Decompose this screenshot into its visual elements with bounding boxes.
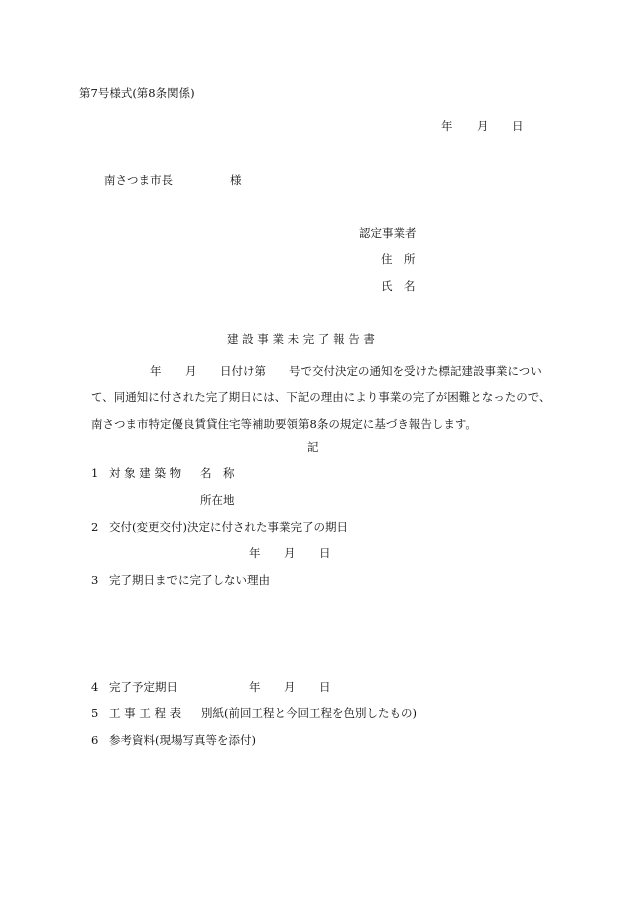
item2-year: 年 xyxy=(249,546,261,560)
applicant-title: 認定事業者 xyxy=(359,226,417,240)
applicant-name-label: 氏 名 xyxy=(381,279,416,293)
item2-number: 2 xyxy=(91,520,99,534)
body-line1-rest: 号で交付決定の通知を受けた標記建設事業につい xyxy=(289,364,542,378)
header-date-year: 年 xyxy=(441,119,453,133)
addressee-honorific: 様 xyxy=(230,173,242,187)
item2-month: 月 xyxy=(284,546,296,560)
item4-number: 4 xyxy=(91,680,99,694)
item2-day: 日 xyxy=(319,546,331,560)
document-title: 建 設 事 業 未 完 了 報 告 書 xyxy=(227,332,375,346)
item4-year: 年 xyxy=(249,680,261,694)
applicant-address-label: 住 所 xyxy=(381,252,416,266)
item6-number: 6 xyxy=(91,733,99,747)
body-year: 年 xyxy=(150,364,162,378)
header-date-month: 月 xyxy=(477,119,489,133)
item1-label: 対 象 建 築 物 xyxy=(109,466,182,480)
item4-month: 月 xyxy=(284,680,296,694)
addressee-name: 南さつま市長 xyxy=(104,173,173,187)
item1-number: 1 xyxy=(91,466,99,480)
item3-label: 完了期日までに完了しない理由 xyxy=(109,573,270,587)
body-day-no: 日付け第 xyxy=(220,364,266,378)
body-line2: て、同通知に付された完了期日には、下記の理由により事業の完了が困難となったので、 xyxy=(91,390,551,404)
body-month: 月 xyxy=(185,364,197,378)
item5-label: 工 事 工 程 表 xyxy=(109,706,182,720)
item4-day: 日 xyxy=(319,680,331,694)
item2-label: 交付(変更交付)決定に付された事業完了の期日 xyxy=(109,520,348,534)
item5-number: 5 xyxy=(91,706,99,720)
item1-location-label: 所在地 xyxy=(200,493,235,507)
ki-mark: 記 xyxy=(307,440,319,454)
body-line3: 南さつま市特定優良賃貸住宅等補助要領第8条の規定に基づき報告します。 xyxy=(91,417,477,431)
form-number: 第7号様式(第8条関係) xyxy=(79,86,195,100)
item3-number: 3 xyxy=(91,573,99,587)
header-date-day: 日 xyxy=(512,119,524,133)
item6-label: 参考資料(現場写真等を添付) xyxy=(109,733,256,747)
item1-name-label: 名 称 xyxy=(200,466,235,480)
item5-value: 別紙(前回工程と今回工程を色別したもの) xyxy=(201,706,417,720)
item4-label: 完了予定期日 xyxy=(109,680,178,694)
